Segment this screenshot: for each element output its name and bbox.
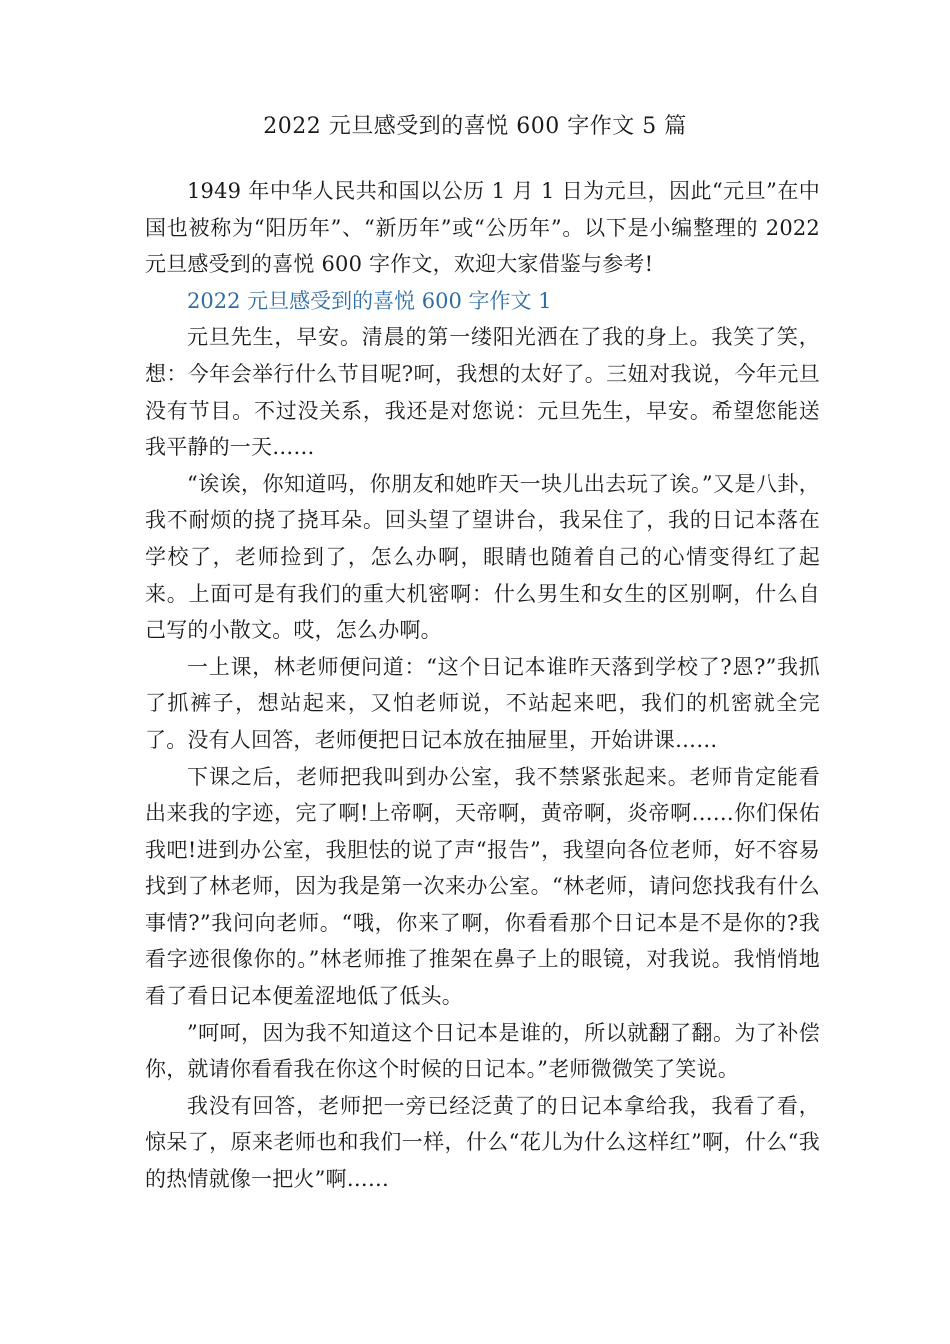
body-paragraph: 元旦先生，早安。清晨的第一缕阳光洒在了我的身上。我笑了笑，想：今年会举行什么节目呢?呵，我想的太好了。三妞对我说，今年元旦没有节目。不过没关系，我还是对您说：元旦先生，早安。希望您能送我平静的一天……: [145, 325, 820, 460]
body-paragraph: ”呵呵，因为我不知道这个日记本是谁的，所以就翻了翻。为了补偿你，就请你看看我在你这个时候的日记本。”老师微微笑了笑说。: [145, 1020, 820, 1082]
section-heading: 2022 元旦感受到的喜悦 600 字作文 1: [187, 288, 552, 313]
document-title: 2022 元旦感受到的喜悦 600 字作文 5 篇: [263, 114, 687, 139]
body-paragraph: “诶诶，你知道吗，你朋友和她昨天一块儿出去玩了诶。”又是八卦，我不耐烦的挠了挠耳朵。回头望了望讲台，我呆住了，我的日记本落在学校了，老师捡到了，怎么办啊，眼睛也随着自己的心情变得红了起来。上面可是有我们的重大机密啊：什么男生和女生的区别啊，什么自己写的小散文。哎，怎么办啊。: [145, 471, 820, 643]
body-paragraph: 下课之后，老师把我叫到办公室，我不禁紧张起来。老师肯定能看出来我的字迹，完了啊!上帝啊，天帝啊，黄帝啊，炎帝啊……你们保佑我吧!进到办公室，我胆怯的说了声“报告”，我望向各位老师，好不容易找到了林老师，因为我是第一次来办公室。“林老师，请问您找我有什么事情?”我问向老师。“哦，你来了啊，你看看那个日记本是不是你的?我看字迹很像你的。”林老师推了推架在鼻子上的眼镜，对我说。我悄悄地看了看日记本便羞涩地低了低头。: [145, 764, 820, 1009]
intro-paragraph: 1949 年中华人民共和国以公历 1 月 1 日为元旦，因此“元旦”在中国也被称为“阳历年”、“新历年”或“公历年”。以下是小编整理的 2022 元旦感受到的喜悦 600 字作文，欢迎大家借鉴与参考!: [145, 179, 820, 277]
document-body: [145, 173, 820, 1198]
body-paragraph: 一上课，林老师便问道：“这个日记本谁昨天落到学校了?恩?”我抓了抓裤子，想站起来，又怕老师说，不站起来吧，我们的机密就全完了。没有人回答，老师便把日记本放在抽屉里，开始讲课……: [145, 654, 820, 752]
body-paragraph: 我没有回答，老师把一旁已经泛黄了的日记本拿给我，我看了看，惊呆了，原来老师也和我们一样，什么“花儿为什么这样红”啊，什么“我的热情就像一把火”啊……: [145, 1093, 820, 1192]
